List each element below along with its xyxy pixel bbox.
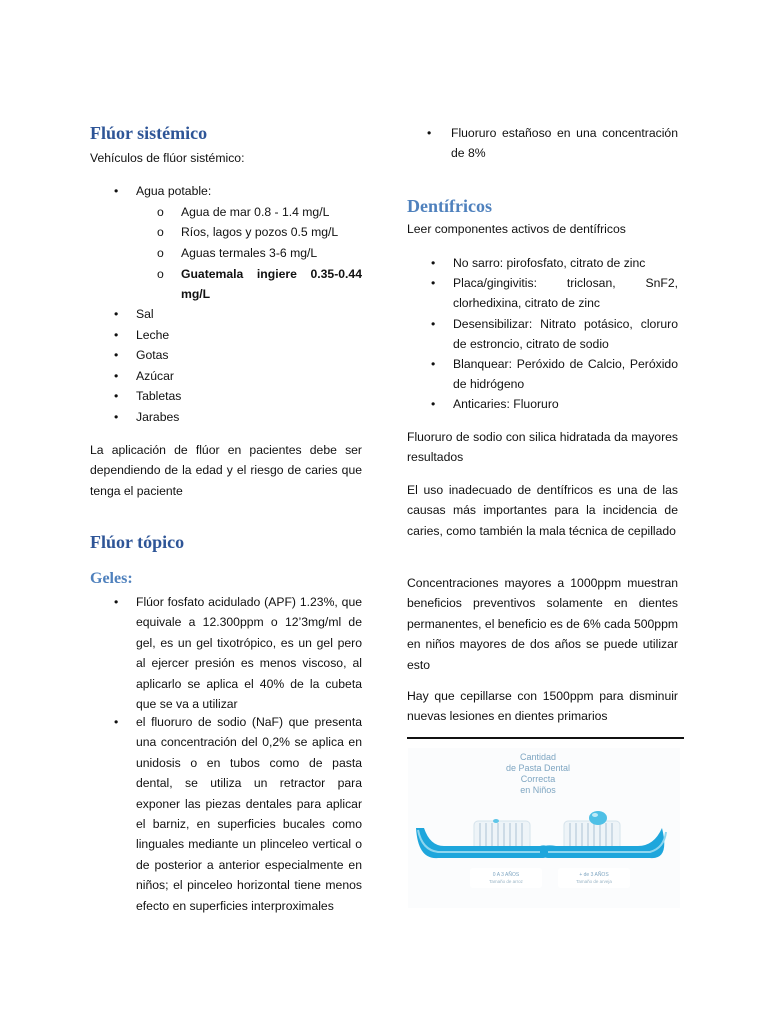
- bullet-icon: •: [431, 256, 436, 270]
- bullet-icon: •: [114, 348, 119, 362]
- subheading-geles: Geles:: [90, 570, 133, 587]
- bullet-icon: •: [114, 715, 119, 729]
- paragraph-1500ppm: Hay que cepillarse con 1500ppm para disminuir nuevas lesiones en dientes primarios: [407, 689, 678, 724]
- bullet-icon: •: [431, 397, 436, 411]
- circle-outline-icon: o: [157, 246, 164, 260]
- bullet-icon: •: [431, 357, 436, 371]
- circle-outline-icon: o: [157, 267, 164, 281]
- intro-vehiculos: Vehículos de flúor sistémico:: [90, 151, 245, 165]
- heading-fluor-topico: Flúor tópico: [90, 532, 185, 552]
- paragraph-concentraciones: Concentraciones mayores a 1000ppm muestran beneficios preventivos solamente en dientes permanentes, el beneficio es de 6% cada 500ppm en niños mayores de dos años se puede utilizar esto: [407, 576, 679, 672]
- paste-pea-icon: [589, 811, 607, 825]
- left-size-label: Tamaño de arroz: [489, 879, 523, 884]
- bullet-icon: •: [431, 276, 436, 290]
- heading-dentifricos: Dentífricos: [407, 196, 492, 216]
- circle-outline-icon: o: [157, 205, 164, 219]
- bullet-icon: •: [114, 328, 119, 342]
- bullet-icon: •: [114, 389, 119, 403]
- intro-dentifricos: Leer componentes activos de dentífricos: [407, 222, 626, 236]
- figure-title-line: en Niños: [520, 785, 556, 795]
- paste-rice-icon: [493, 819, 499, 823]
- figure-title-line: Cantidad: [519, 752, 557, 762]
- bullet-icon: •: [114, 410, 119, 424]
- bullet-icon: •: [114, 369, 119, 383]
- left-age-label: 0 A 3 AÑOS: [492, 872, 520, 878]
- bullet-icon: •: [114, 184, 119, 198]
- right-age-label: + de 3 AÑOS: [579, 872, 609, 878]
- bullet-icon: •: [427, 126, 432, 140]
- bullet-icon: •: [114, 595, 119, 609]
- paragraph-aplicacion: La aplicación de flúor en pacientes debe ser dependiendo de la edad y el riesgo de caries que tenga el paciente: [90, 443, 362, 498]
- paragraph-silica: Fluoruro de sodio con silica hidratada da mayores resultados: [407, 430, 678, 465]
- circle-outline-icon: o: [157, 225, 164, 239]
- divider-line: [407, 737, 684, 739]
- toothpaste-illustration: [408, 748, 680, 908]
- paragraph-uso-inadecuado: El uso inadecuado de dentífricos es una de las causas más importantes para la incidencia de caries, como también la mala técnica de cepillado: [407, 483, 678, 538]
- figure-title-line: Correcta: [520, 774, 556, 784]
- heading-fluor-sistemico: Flúor sistémico: [90, 123, 208, 143]
- bullet-icon: •: [431, 317, 436, 331]
- figure-title-line: de Pasta Dental: [505, 763, 571, 773]
- bullet-icon: •: [114, 307, 119, 321]
- right-size-label: Tamaño de arveja: [576, 879, 612, 884]
